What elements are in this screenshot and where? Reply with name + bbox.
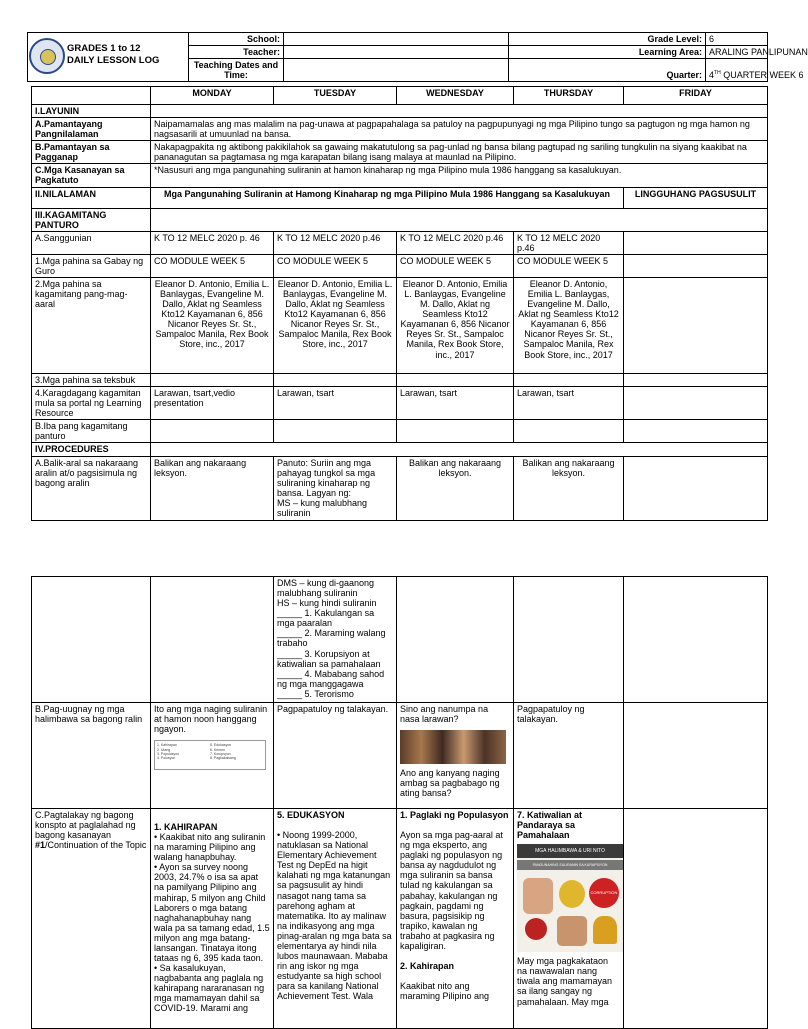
- suliranin-list-image: 1. Kahirapan 2. Utang 3. Populasyon 4. Polusyon 5. Edukasyon 6. Krimen 7. Korupsyon 8. Pagkakaisang: [154, 740, 266, 770]
- pamantayan-pagganap-text: Nakapagpakita ng aktibong pakikilahok sa gawaing makatutulong sa pag-unlad ng bansa bilang pagtupad ng sariling tungkulin na siyang kaakibat na pananagutan sa pagtamasa ng mga karapatan bilang isang malaya at maunlad na Pilipino.: [151, 141, 768, 164]
- pamantayang-pangnilalaman-text: Naipamamalas ang mas malalim na pag-unawa at pagpapahalaga sa patuloy na pagpupunyagi ng mga Pilipino tungo sa pagtugon ng mga hamon ng nagsasarili at umuunlad na bansa.: [151, 118, 768, 141]
- karagdagang-tue: Larawan, tsart: [274, 387, 397, 420]
- gabay-thu: CO MODULE WEEK 5: [514, 254, 624, 277]
- form-title: GRADES 1 to 12 DAILY LESSON LOG: [67, 43, 160, 67]
- layunin-heading: I.LAYUNIN: [32, 105, 151, 118]
- grade-level-label: Grade Level:: [509, 33, 706, 46]
- balik-aral-thu: Balikan ang nakaraang leksyon.: [514, 456, 624, 520]
- gabay-label: 1.Mga pahina sa Gabay ng Guro: [32, 254, 151, 277]
- corruption-examples-image: MGA HALIMBAWA & URI NITO PANGUNAHING SULIRANIN SA KURAPSIYON CORRUPTION: [517, 844, 623, 952]
- day-wednesday: WEDNESDAY: [397, 87, 514, 105]
- sanggunian-tue: K TO 12 MELC 2020 p.46: [274, 231, 397, 254]
- teaching-dates-field[interactable]: [284, 59, 509, 82]
- day-monday: MONDAY: [151, 87, 274, 105]
- learning-area-label: Learning Area:: [509, 46, 706, 59]
- school-label: School:: [189, 33, 284, 46]
- teacher-label: Teacher:: [189, 46, 284, 59]
- karagdagang-wed: Larawan, tsart: [397, 387, 514, 420]
- balik-aral-label: A.Balik-aral sa nakaraang aralin at/o pagsisimula ng bagong aralin: [32, 456, 151, 520]
- mag-aaral-tue: Eleanor D. Antonio, Emilia L. Banlaygas, Evangeline M. Dallo, Aklat ng Seamless Kto12 Kayamanan 6, 856 Nicanor Reyes Sr. St., Sampaloc Manila, Rex Book Store, inc., 2017: [274, 278, 397, 374]
- sanggunian-thu: K TO 12 MELC 2020 p.46: [514, 231, 624, 254]
- teacher-field[interactable]: [284, 46, 509, 59]
- pag-uugnay-wed: Sino ang nanumpa na nasa larawan? Ano ang kanyang naging ambag sa pagbabago ng ating bansa?: [397, 703, 514, 809]
- sanggunian-label: A.Sanggunian: [32, 231, 151, 254]
- kasanayan-label: C.Mga Kasanayan sa Pagkatuto: [32, 164, 151, 187]
- school-field[interactable]: [284, 33, 509, 46]
- procedures-heading: IV.PROCEDURES: [32, 443, 151, 456]
- header-table: [27, 32, 808, 82]
- pamantayang-pangnilalaman-label: A.Pamantayang Pangnilalaman: [32, 118, 151, 141]
- pagtalakay-thu: 7. Katiwalian at Pandaraya sa Pamahalaan MGA HALIMBAWA & URI NITO PANGUNAHING SULIRANIN SA KURAPSIYON CORRUPTION May mga pagkakataon na nawawalan nang tiwala ang mamamayan sa ilang sangay ng pamahalaan. May mga: [514, 809, 624, 1029]
- kasanayan-text: *Nasusuri ang mga pangunahing suliranin at hamon kinaharap ng mga Pilipino mula 1986 hanggang sa kasalukuyan.: [151, 164, 768, 187]
- karagdagang-thu: Larawan, tsart: [514, 387, 624, 420]
- pag-uugnay-label: B.Pag-uugnay ng mga halimbawa sa bagong ralin: [32, 703, 151, 809]
- nilalaman-label: II.NILALAMAN: [32, 187, 151, 208]
- day-tuesday: TUESDAY: [274, 87, 397, 105]
- iba-label: B.Iba pang kagamitang panturo: [32, 420, 151, 443]
- pag-uugnay-tue: Pagpapatuloy ng talakayan.: [274, 703, 397, 809]
- pag-uugnay-mon: Ito ang mga naging suliranin at hamon noon hanggang ngayon. 1. Kahirapan 2. Utang 3. Populasyon 4. Polusyon 5. Edukasyon 6. Krimen 7. Korupsyon 8. Pagkakaisang: [151, 703, 274, 809]
- karagdagang-mon: Larawan, tsart,vedio presentation: [151, 387, 274, 420]
- lingguhang-pagsusulit: LINGGUHANG PAGSUSULIT: [624, 187, 768, 208]
- pagtalakay-tue: 5. EDUKASYON • Noong 1999-2000, natuklasan sa National Elementary Achievement Test ng DepEd na higit kalahati ng mga katanungan sa pagsusulit ay hindi nasagot nang tama sa parehong agham at matematika. Ito ay malinaw na indikasyong ang mga pinag-aralan ng mga bata sa elementarya ay hindi nila lubos maunawaan. Mababa rin ang iskor ng mga estudyante sa high school para sa kanilang National Achievement Test. Wala: [274, 809, 397, 1029]
- gabay-tue: CO MODULE WEEK 5: [274, 254, 397, 277]
- sanggunian-wed: K TO 12 MELC 2020 p.46: [397, 231, 514, 254]
- balik-aral-wed: Balikan ang nakaraang leksyon.: [397, 456, 514, 520]
- day-thursday: THURSDAY: [514, 87, 624, 105]
- pagtalakay-wed: 1. Paglaki ng Populasyon Ayon sa mga pag-aaral at ng mga eksperto, ang paglaki ng populasyon ng bansa ay nagdudulot ng mga suliranin sa bansa tulad ng kakulangan sa pabahay, kakulangan ng pagkain, pagdami ng basura, pagsisikip ng trapiko, kawalan ng trabaho at pagkasira ng kapaligiran. 2. Kahirapan Kaakibat nito ang maraming Pilipino ang: [397, 809, 514, 1029]
- pag-uugnay-thu: Pagpapatuloy ng talakayan.: [514, 703, 624, 809]
- teksbuk-label: 3.Mga pahina sa teksbuk: [32, 374, 151, 387]
- pagtalakay-mon: 1. KAHIRAPAN • Kaakibat nito ang suliranin na maraming Pilipino ang walang hanapbuhay. • Ayon sa survey noong 2003, 24.7% o isa sa apat na pamilyang Pilipino ang mahirap, 5 milyon ang Child Laborers o mga batang naghahanapbuhay nang wala pa sa tamang edad, 1.5 milyon ang mga batang-lansangan. Tinataya itong tataas ng 6, 395 kada taon. • Sa kasalukuyan, nagbabanta ang paglala ng kahirapang nararanasan ng mga mamamayan dahil sa COVID-19. Marami ang: [151, 809, 274, 1029]
- oath-taking-photo: [400, 730, 506, 764]
- gabay-mon: CO MODULE WEEK 5: [151, 254, 274, 277]
- balik-aral-mon: Balikan ang nakaraang leksyon.: [151, 456, 274, 520]
- mag-aaral-label: 2.Mga pahina sa kagamitang pang-mag-aaral: [32, 278, 151, 374]
- quarter-label: Quarter:: [509, 59, 706, 82]
- quarter-value: 4TH QUARTER WEEK 6: [706, 59, 768, 82]
- teaching-dates-label: Teaching Dates and Time:: [189, 59, 284, 82]
- pagtalakay-label: C.Pagtalakay ng bagong konspto at paglalahad ng bagong kasanayan #1/Continuation of the Topic: [32, 809, 151, 1029]
- lesson-log-table-continued: [31, 576, 768, 1029]
- kagamitan-heading: III.KAGAMITANG PANTURO: [32, 208, 151, 231]
- balik-aral-tue: Panuto: Suriin ang mga pahayag tungkol sa mga suliraning kinaharap ng bansa. Lagyan ng: MS – kung malubhang suliranin: [274, 456, 397, 520]
- mag-aaral-wed: Eleanor D. Antonio, Emilia L. Banlaygas, Evangeline M. Dallo, Aklat ng Seamless Kto12 Kayamanan 6, 856 Nicanor Reyes Sr. St., Sampaloc Manila, Rex Book Store, inc., 2017: [397, 278, 514, 374]
- mag-aaral-thu: Eleanor D. Antonio, Emilia L. Banlaygas, Evangeline M. Dallo, Aklat ng Seamless Kto12 Kayamanan 6, 856 Nicanor Reyes Sr. St., Sampaloc Manila, Rex Book Store, inc., 2017: [514, 278, 624, 374]
- nilalaman-text: Mga Pangunahing Suliranin at Hamong Kinaharap ng mga Pilipino Mula 1986 Hanggang sa Kasalukuyan: [151, 187, 624, 208]
- karagdagang-label: 4.Karagdagang kagamitan mula sa portal ng Learning Resource: [32, 387, 151, 420]
- sanggunian-mon: K TO 12 MELC 2020 p. 46: [151, 231, 274, 254]
- lesson-log-table: [31, 86, 768, 521]
- gabay-wed: CO MODULE WEEK 5: [397, 254, 514, 277]
- mag-aaral-mon: Eleanor D. Antonio, Emilia L. Banlaygas, Evangeline M. Dallo, Aklat ng Seamless Kto12 Kayamanan 6, 856 Nicanor Reyes Sr. St., Sampaloc Manila, Rex Book Store, inc., 2017: [151, 278, 274, 374]
- pamantayan-pagganap-label: B.Pamantayan sa Pagganap: [32, 141, 151, 164]
- balik-aral-tue-continued: DMS – kung di-gaanong malubhang suliranin HS – kung hindi suliranin _____ 1. Kakulangan sa mga paaralan _____ 2. Maraming walang trabaho _____ 3. Korupsiyon at katiwalian sa pamahalaan _____ 4. Mababang sahod ng mga manggagawa _____ 5. Terorismo: [274, 577, 397, 703]
- learning-area-value: ARALING PANLIPUNAN: [706, 46, 768, 59]
- day-friday: FRIDAY: [624, 87, 768, 105]
- grade-level-value: 6: [706, 33, 768, 46]
